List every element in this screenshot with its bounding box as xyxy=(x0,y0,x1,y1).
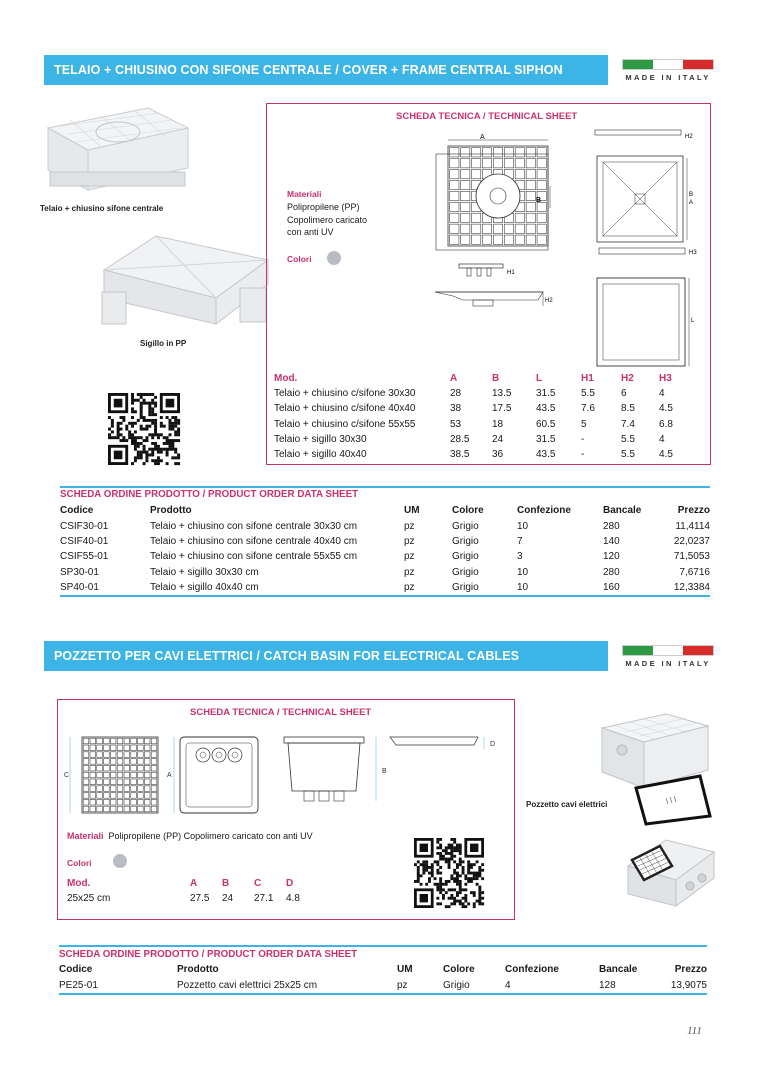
cover-frame-photo xyxy=(40,108,190,200)
top-view-drawing xyxy=(430,132,555,257)
side-view-h1-drawing xyxy=(455,258,525,280)
page-number: 111 xyxy=(687,1025,702,1037)
dimensions-row: Telaio + sigillo 40x40 38.5 36 43.5 - 5.5 4.5 xyxy=(274,449,673,461)
order-row: SP40-01 Telaio + sigillo 40x40 cm pz Grigio 10 160 12,3384 xyxy=(60,582,710,594)
order-top-rule-1 xyxy=(60,486,710,488)
dim-label-l: L xyxy=(691,318,695,324)
dim-label-a: A xyxy=(480,134,485,141)
order-header-row: Codice Prodotto UM Colore Confezione Bancale Prezzo xyxy=(60,505,710,517)
electrical-box-photo xyxy=(596,708,714,826)
lid-side-view-drawing xyxy=(388,735,500,755)
dim-label-d: D xyxy=(490,741,496,748)
dimensions-table-1 xyxy=(274,371,694,462)
tech-sheet-title-1: SCHEDA TECNICA / TECHNICAL SHEET xyxy=(396,111,578,122)
order-top-rule-2 xyxy=(59,945,707,947)
dim-label-b-seal: B xyxy=(689,192,694,198)
color-swatch-grey xyxy=(113,854,127,868)
dimensions-row: 25x25 cm 27.5 24 27.1 4.8 xyxy=(67,893,300,905)
color-swatch-grey xyxy=(327,251,341,265)
colors-label: Colori xyxy=(287,254,312,264)
photo2-caption: Sigillo in PP xyxy=(140,339,187,348)
dimensions-header-row: Mod. A B C D xyxy=(67,878,294,890)
tech-sheet-title-2: SCHEDA TECNICA / TECHNICAL SHEET xyxy=(190,707,372,718)
order-title-1: SCHEDA ORDINE PRODOTTO / PRODUCT ORDER DATA SHEET xyxy=(60,489,359,500)
order-title-2: SCHEDA ORDINE PRODOTTO / PRODUCT ORDER DATA SHEET xyxy=(59,949,358,960)
italian-flag-icon xyxy=(622,645,714,656)
electrical-box-photo-2 xyxy=(624,836,718,910)
order-bottom-rule-1 xyxy=(60,595,710,597)
grid-cover-drawing xyxy=(64,735,168,815)
order-table-2 xyxy=(59,962,707,993)
order-row: SP30-01 Telaio + sigillo 30x30 cm pz Grigio 10 280 7,6716 xyxy=(60,566,710,578)
dim-label-a-box: A xyxy=(167,772,172,779)
dim-label-b-box: B xyxy=(382,768,387,775)
dim-label-c: C xyxy=(64,772,70,779)
section1-header: TELAIO + CHIUSINO CON SIFONE CENTRALE / COVER + FRAME CENTRAL SIPHON xyxy=(44,55,608,85)
made-in-italy-badge: MADE IN ITALY xyxy=(622,59,714,82)
dimensions-header-row: Mod. A B L H1 H2 H3 xyxy=(274,373,672,385)
seal-photo xyxy=(98,232,270,330)
materials-row-2: Materiali Polipropilene (PP) Copolimero caricato con anti UV xyxy=(67,831,313,841)
made-in-italy-badge: MADE IN ITALY xyxy=(622,645,714,668)
order-row: PE25-01 Pozzetto cavi elettrici 25x25 cm pz Grigio 4 128 13,9075 xyxy=(59,979,707,991)
dimensions-table-2 xyxy=(67,876,317,906)
dimensions-row: Telaio + chiusino c/sifone 30x30 28 13.5 31.5 5.5 6 4 xyxy=(274,388,665,400)
dim-label-h3: H3 xyxy=(689,250,697,256)
dim-label-h2-seal: H2 xyxy=(685,134,693,140)
dim-label-h1: H1 xyxy=(507,270,515,276)
dimensions-row: Telaio + chiusino c/sifone 40x40 38 17.5 43.5 7.6 8.5 4.5 xyxy=(274,403,673,415)
italian-flag-icon xyxy=(622,59,714,70)
section2-header: POZZETTO PER CAVI ELETTRICI / CATCH BASIN FOR ELECTRICAL CABLES xyxy=(44,641,608,671)
colors-label-2: Colori xyxy=(67,858,92,868)
seal-frame-view-drawing xyxy=(595,276,701,372)
dim-label-h2: H2 xyxy=(545,298,553,304)
seal-top-view-drawing xyxy=(595,124,701,264)
dimensions-row: Telaio + sigillo 30x30 28.5 24 31.5 - 5.5 4 xyxy=(274,433,665,445)
order-header-row: Codice Prodotto UM Colore Confezione Bancale Prezzo xyxy=(59,964,707,976)
order-row: CSIF30-01 Telaio + chiusino con sifone centrale 30x30 cm pz Grigio 10 280 11,4114 xyxy=(60,520,710,532)
qr-code-icon xyxy=(108,393,180,465)
side-view-h2-drawing xyxy=(433,288,558,310)
materials-label: Materiali xyxy=(287,189,322,199)
photo1-caption: Telaio + chiusino sifone centrale xyxy=(40,204,164,213)
order-row: CSIF40-01 Telaio + chiusino con sifone centrale 40x40 cm pz Grigio 7 140 22,0237 xyxy=(60,535,710,547)
electrical-box-caption: Pozzetto cavi elettrici xyxy=(526,800,608,809)
box-side-view-drawing xyxy=(280,735,392,807)
dim-label-a-seal: A xyxy=(689,200,694,206)
order-table-1 xyxy=(60,503,710,595)
box-top-view-drawing xyxy=(166,735,266,815)
order-row: CSIF55-01 Telaio + chiusino con sifone centrale 55x55 cm pz Grigio 3 120 71,5053 xyxy=(60,551,710,563)
qr-code-icon xyxy=(414,838,484,908)
order-bottom-rule-2 xyxy=(59,993,707,995)
dimensions-row: Telaio + chiusino c/sifone 55x55 53 18 60.5 5 7.4 6.8 xyxy=(274,418,673,430)
materials-text: Polipropilene (PP) Copolimero caricato con anti UV xyxy=(287,202,368,237)
dim-label-b: B xyxy=(536,197,542,204)
